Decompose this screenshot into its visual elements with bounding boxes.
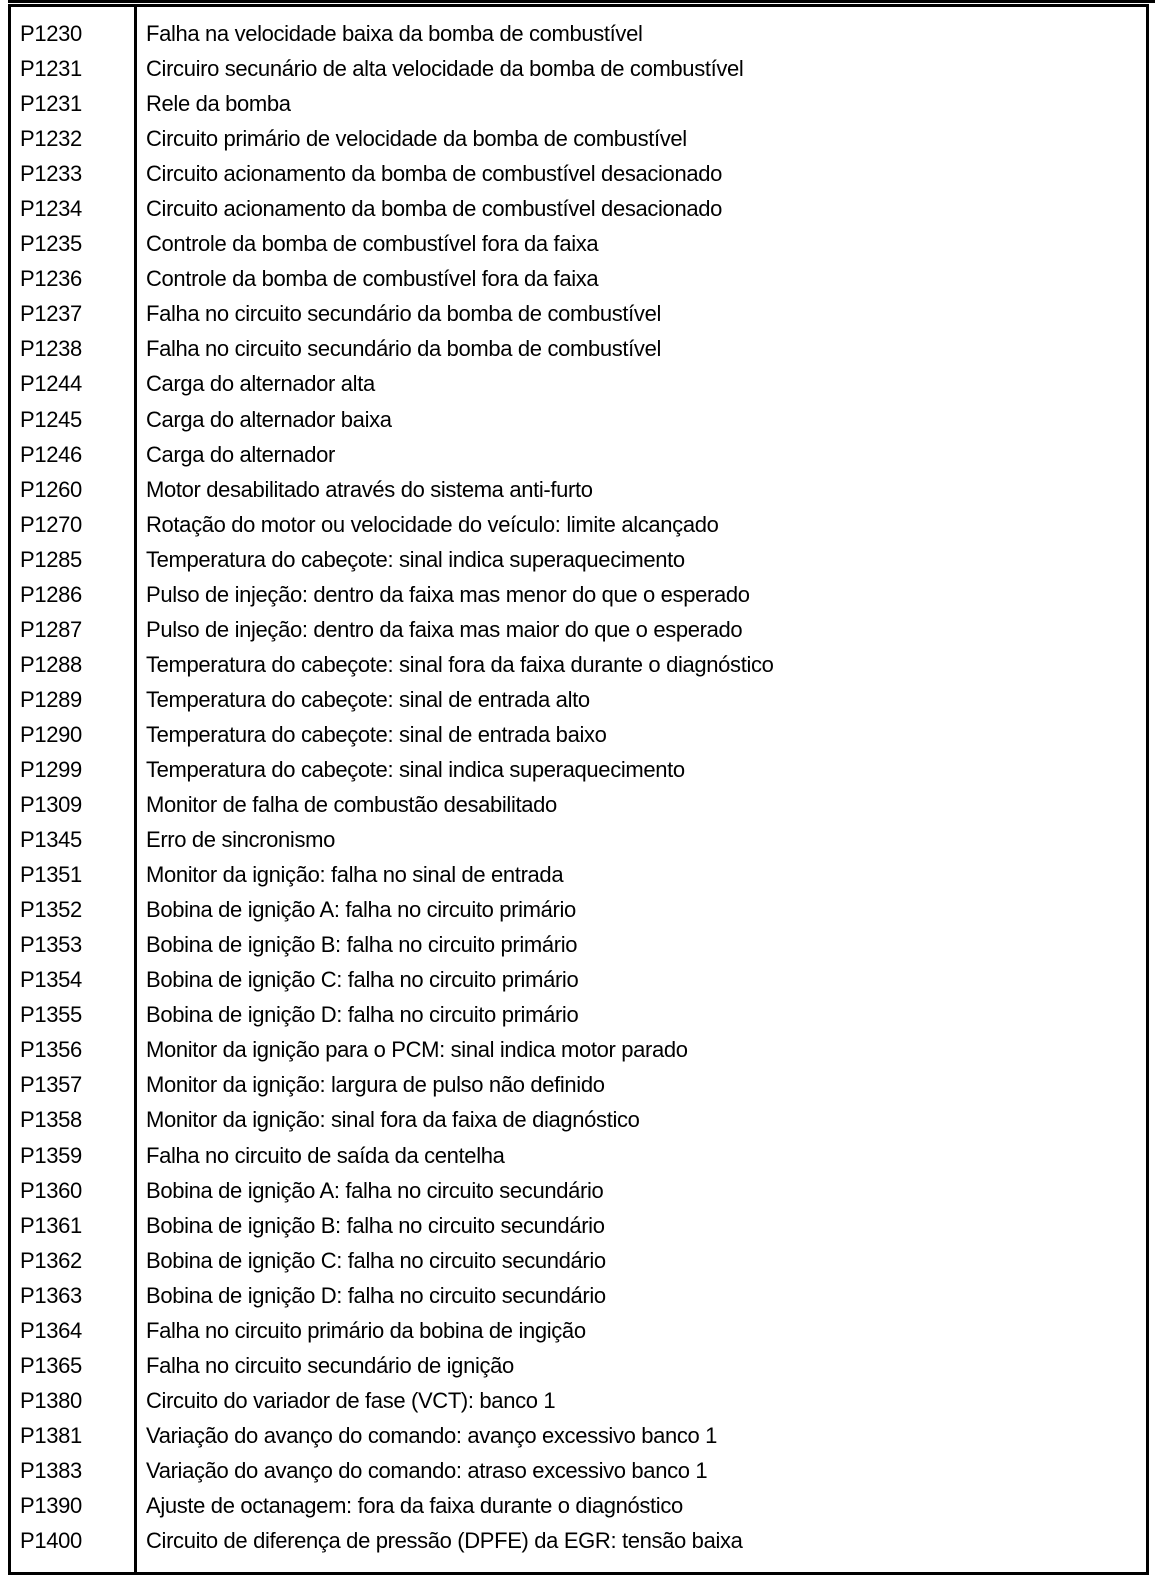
table-row (11, 857, 1146, 892)
fault-code: P1352 (20, 897, 82, 923)
fault-code: P1357 (20, 1072, 82, 1098)
fault-description: Bobina de ignição B: falha no circuito primário (146, 932, 578, 958)
table-row (11, 1138, 1146, 1173)
fault-code: P1233 (20, 161, 82, 187)
fault-code: P1356 (20, 1037, 82, 1063)
fault-description: Falha no circuito de saída da centelha (146, 1142, 505, 1168)
fault-code: P1270 (20, 511, 82, 537)
diagnostic-code-table (8, 4, 1149, 1575)
fault-code: P1286 (20, 581, 82, 607)
fault-code: P1390 (20, 1492, 82, 1518)
table-row (11, 156, 1146, 191)
fault-code: P1299 (20, 756, 82, 782)
fault-code: P1363 (20, 1282, 82, 1308)
fault-code: P1365 (20, 1352, 82, 1378)
fault-description: Falha no circuito secundário da bomba de combustível (146, 336, 661, 362)
fault-code: P1351 (20, 862, 82, 888)
fault-code: P1236 (20, 266, 82, 292)
fault-code: P1285 (20, 546, 82, 572)
table-row (11, 682, 1146, 717)
table-row (11, 1032, 1146, 1067)
table-row (11, 1102, 1146, 1137)
table-row (11, 1488, 1146, 1523)
fault-description: Variação do avanço do comando: atraso excessivo banco 1 (146, 1457, 708, 1483)
fault-code: P1231 (20, 56, 82, 82)
fault-code: P1354 (20, 967, 82, 993)
fault-code: P1358 (20, 1107, 82, 1133)
fault-description: Controle da bomba de combustível fora da faixa (146, 231, 599, 257)
fault-code: P1345 (20, 827, 82, 853)
fault-description: Falha no circuito primário da bobina de ingição (146, 1317, 586, 1343)
fault-code: P1360 (20, 1177, 82, 1203)
fault-description: Falha no circuito secundário da bomba de combustível (146, 301, 661, 327)
fault-code: P1381 (20, 1422, 82, 1448)
fault-description: Carga do alternador (146, 441, 336, 467)
fault-description: Circuito acionamento da bomba de combustível desacionado (146, 196, 722, 222)
table-row (11, 1418, 1146, 1453)
fault-code: P1361 (20, 1212, 82, 1238)
table-row (11, 1278, 1146, 1313)
fault-code: P1245 (20, 406, 82, 432)
table-row (11, 507, 1146, 542)
fault-description: Circuito primário de velocidade da bomba de combustível (146, 126, 687, 152)
table-row (11, 1453, 1146, 1488)
table-row (11, 1313, 1146, 1348)
fault-description: Variação do avanço do comando: avanço excessivo banco 1 (146, 1422, 718, 1448)
table-row (11, 1523, 1146, 1558)
fault-code: P1364 (20, 1317, 82, 1343)
fault-description: Temperatura do cabeçote: sinal de entrada alto (146, 686, 590, 712)
table-row (11, 717, 1146, 752)
fault-description: Bobina de ignição A: falha no circuito secundário (146, 1177, 604, 1203)
fault-code: P1290 (20, 721, 82, 747)
fault-description: Bobina de ignição D: falha no circuito primário (146, 1002, 579, 1028)
fault-description: Temperatura do cabeçote: sinal de entrada baixo (146, 721, 607, 747)
fault-description: Ajuste de octanagem: fora da faixa durante o diagnóstico (146, 1492, 683, 1518)
fault-code: P1235 (20, 231, 82, 257)
fault-description: Monitor da ignição para o PCM: sinal indica motor parado (146, 1037, 688, 1063)
fault-description: Monitor da ignição: largura de pulso não definido (146, 1072, 605, 1098)
table-row (11, 437, 1146, 472)
fault-description: Temperatura do cabeçote: sinal indica superaquecimento (146, 756, 685, 782)
fault-description: Rele da bomba (146, 91, 291, 117)
table-row (11, 331, 1146, 366)
fault-code: P1234 (20, 196, 82, 222)
table-row (11, 1243, 1146, 1278)
fault-code: P1287 (20, 616, 82, 642)
table-row (11, 402, 1146, 437)
table-body (11, 16, 1146, 1558)
table-row (11, 86, 1146, 121)
fault-code: P1400 (20, 1528, 82, 1554)
table-row (11, 226, 1146, 261)
fault-description: Falha na velocidade baixa da bomba de combustível (146, 21, 643, 46)
fault-description: Temperatura do cabeçote: sinal indica superaquecimento (146, 546, 685, 572)
table-row (11, 927, 1146, 962)
fault-description: Controle da bomba de combustível fora da faixa (146, 266, 599, 292)
table-row (11, 1173, 1146, 1208)
fault-description: Pulso de injeção: dentro da faixa mas menor do que o esperado (146, 581, 750, 607)
table-row (11, 296, 1146, 331)
table-row (11, 962, 1146, 997)
fault-code: P1232 (20, 126, 82, 152)
fault-code: P1260 (20, 476, 82, 502)
table-row (11, 997, 1146, 1032)
fault-description: Motor desabilitado através do sistema anti-furto (146, 476, 593, 502)
fault-description: Bobina de ignição C: falha no circuito primário (146, 967, 579, 993)
fault-code: P1237 (20, 301, 82, 327)
fault-description: Carga do alternador alta (146, 371, 375, 397)
fault-description: Falha no circuito secundário de ignição (146, 1352, 514, 1378)
table-row (11, 1208, 1146, 1243)
fault-description: Monitor de falha de combustão desabilitado (146, 792, 557, 818)
fault-code: P1353 (20, 932, 82, 958)
previous-row-border (8, 0, 1155, 3)
fault-description: Circuito acionamento da bomba de combustível desacionado (146, 161, 722, 187)
fault-code: P1380 (20, 1387, 82, 1413)
table-row (11, 366, 1146, 401)
fault-code: P1230 (20, 21, 82, 46)
fault-description: Monitor da ignição: sinal fora da faixa de diagnóstico (146, 1107, 640, 1133)
fault-code: P1362 (20, 1247, 82, 1273)
table-row (11, 1067, 1146, 1102)
table-row (11, 1348, 1146, 1383)
fault-description: Circuito do variador de fase (VCT): banco 1 (146, 1387, 556, 1413)
table-row (11, 752, 1146, 787)
fault-description: Erro de sincronismo (146, 827, 335, 853)
table-row (11, 822, 1146, 857)
table-row (11, 121, 1146, 156)
fault-code: P1246 (20, 441, 82, 467)
fault-code: P1238 (20, 336, 82, 362)
fault-description: Circuiro secunário de alta velocidade da bomba de combustível (146, 56, 744, 82)
fault-code: P1309 (20, 792, 82, 818)
fault-code: P1288 (20, 651, 82, 677)
fault-code: P1231 (20, 91, 82, 117)
table-row (11, 1383, 1146, 1418)
table-row (11, 16, 1146, 51)
fault-description: Bobina de ignição C: falha no circuito secundário (146, 1247, 606, 1273)
fault-description: Rotação do motor ou velocidade do veículo: limite alcançado (146, 511, 719, 537)
fault-code: P1355 (20, 1002, 82, 1028)
fault-description: Carga do alternador baixa (146, 406, 392, 432)
table-row (11, 261, 1146, 296)
table-row (11, 542, 1146, 577)
fault-code: P1383 (20, 1457, 82, 1483)
fault-code: P1359 (20, 1142, 82, 1168)
fault-description: Temperatura do cabeçote: sinal fora da faixa durante o diagnóstico (146, 651, 774, 677)
table-row (11, 51, 1146, 86)
fault-description: Bobina de ignição A: falha no circuito primário (146, 897, 576, 923)
fault-description: Monitor da ignição: falha no sinal de entrada (146, 862, 564, 888)
fault-description: Bobina de ignição B: falha no circuito secundário (146, 1212, 605, 1238)
fault-code: P1289 (20, 686, 82, 712)
table-row (11, 892, 1146, 927)
fault-code: P1244 (20, 371, 82, 397)
table-row (11, 612, 1146, 647)
fault-description: Bobina de ignição D: falha no circuito secundário (146, 1282, 606, 1308)
fault-description: Circuito de diferença de pressão (DPFE) da EGR: tensão baixa (146, 1528, 743, 1554)
table-row (11, 472, 1146, 507)
table-row (11, 647, 1146, 682)
fault-description: Pulso de injeção: dentro da faixa mas maior do que o esperado (146, 616, 743, 642)
table-row (11, 191, 1146, 226)
table-row (11, 787, 1146, 822)
table-row (11, 577, 1146, 612)
